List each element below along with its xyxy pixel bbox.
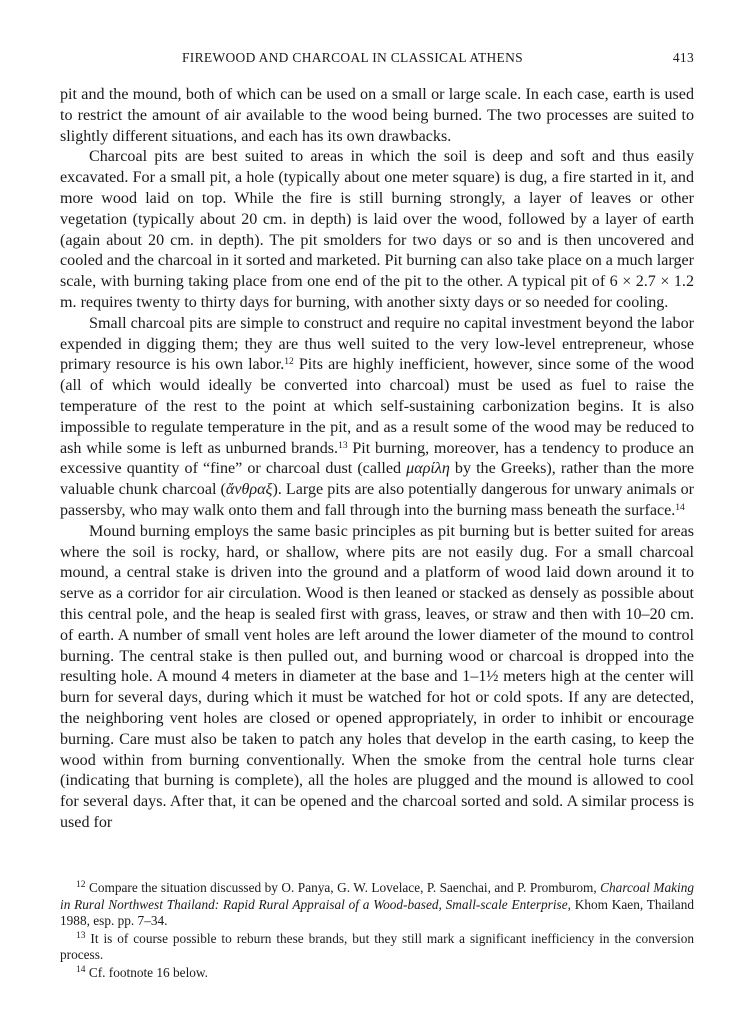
footnotes [60,880,694,982]
greek-term-marile: μαρίλη [406,460,450,478]
footnote-14 [60,965,694,982]
footnote-13 [60,931,694,964]
footnote-number-14: 14 [76,964,86,975]
footnote-ref-12[interactable]: 12 [284,357,294,368]
paragraph-2: Charcoal pits are best suited to areas in which the soil is deep and soft and thus easily excavated. For a small pit, a hole (typically about one meter square) is dug, a fire started in it, and more wood laid on top. While the fire is still burning strongly, a layer of leaves or other vegetation (typically about 20 cm. in depth) is laid over the wood, followed by a layer of earth (again about 20 cm. in depth). The pit smolders for two days or so and is then uncovered and cooled and the charcoal in it sorted and marketed. Pit burning can also take place on a much larger scale, with burning taking place from one end of the pit to the other. A typical pit of 6 × 2.7 × 1.2 m. requires twenty to thirty days for burning, with another sixty days or so needed for cooling. [60,148,694,311]
footnote-ref-14[interactable]: 14 [675,502,685,513]
running-head [182,50,694,66]
footnote-number-12: 12 [76,880,86,890]
footnote-13-text: It is of course possible to reburn these brands, but they still mark a significant inefficiency in the conversion process. [60,930,694,963]
body-text [60,85,694,834]
greek-term-anthrax: ἄνθραξ [225,481,273,499]
footnote-number-13: 13 [76,930,86,941]
paragraph-3 [60,314,694,522]
footnote-12-text-b: , Khom Kaen, Thailand 1988, esp. pp. 7–34. [60,896,695,929]
paragraph-3-text-a: Small charcoal pits are simple to construct and require no capital investment beyond the labor expended in digging them; they are thus well suited to the very low-level entrepreneur, whose primary resource is his own labor. [60,314,694,374]
footnote-12-text-a: Compare the situation discussed by O. Panya, G. W. Lovelace, P. Saenchai, and P. Promburom, [85,880,601,895]
paragraph-4: Mound burning employs the same basic principles as pit burning but is better suited for areas where the soil is rocky, hard, or shallow, where pits are not easily dug. For a small charcoal mound, a central stake is driven into the ground and a platform of wood laid down around it to serve as a corridor for air circulation. Wood is then leaned or stacked as densely as possible about this central pole, and the heap is sealed first with grass, leaves, or straw and then with 10–20 cm. of earth. A number of small vent holes are left around the lower diameter of the mound to control burning. The central stake is then pulled out, and burning wood or charcoal is dropped into the resulting hole. A mound 4 meters in diameter at the base and 1–1½ meters high at the center will burn for several days, during which it must be watched for hot or cold spots. If any are detected, the neighboring vent holes are closed or opened appropriately, in order to inhibit or encourage burning. Care must also be taken to patch any holes that develop in the earth casing, to keep the wood within from burning conventionally. When the smoke from the central hole turns clear (indicating that burning is complete), all the holes are plugged and the mound is allowed to cool for several days. After that, it can be opened and the charcoal sorted and sold. A similar process is used for [60,522,694,831]
footnote-12-cited-title: Charcoal Making in Rural Northwest Thailand: Rapid Rural Appraisal of a Wood-based, Small-scale Enterprise [60,880,694,912]
paragraph-3-text-d: by the Greeks), rather than the more valuable chunk charcoal ( [60,460,694,499]
footnote-12 [60,880,694,930]
footnote-14-text: Cf. footnote 16 below. [85,964,208,980]
running-title: FIREWOOD AND CHARCOAL IN CLASSICAL ATHENS [182,50,523,65]
page-number: 413 [672,50,694,65]
paragraph-1: pit and the mound, both of which can be used on a small or large scale. In each case, earth is used to restrict the amount of air available to the wood being burned. The two processes are suited to slightly different situations, and each has its own drawbacks. [60,86,694,145]
paragraph-3-text-c: Pit burning, moreover, has a tendency to produce an excessive quantity of “fine” or charcoal dust (called [60,439,694,478]
paragraph-3-text-e: ). Large pits are also potentially dangerous for unwary animals or passersby, who may walk onto them and fall through into the burning mass beneath the surface. [60,481,694,519]
paragraph-3-text-b: Pits are highly inefficient, however, since some of the wood (all of which would ideally be converted into charcoal) must be used as fuel to raise the temperature of the rest to the point at which self-sustaining carbonization begins. It is also impossible to regulate temperature in the pit, and as a result some of the wood may be reduced to ash while some is left as unburned brands. [60,356,694,457]
footnote-ref-13[interactable]: 13 [338,440,348,451]
page [60,50,694,834]
